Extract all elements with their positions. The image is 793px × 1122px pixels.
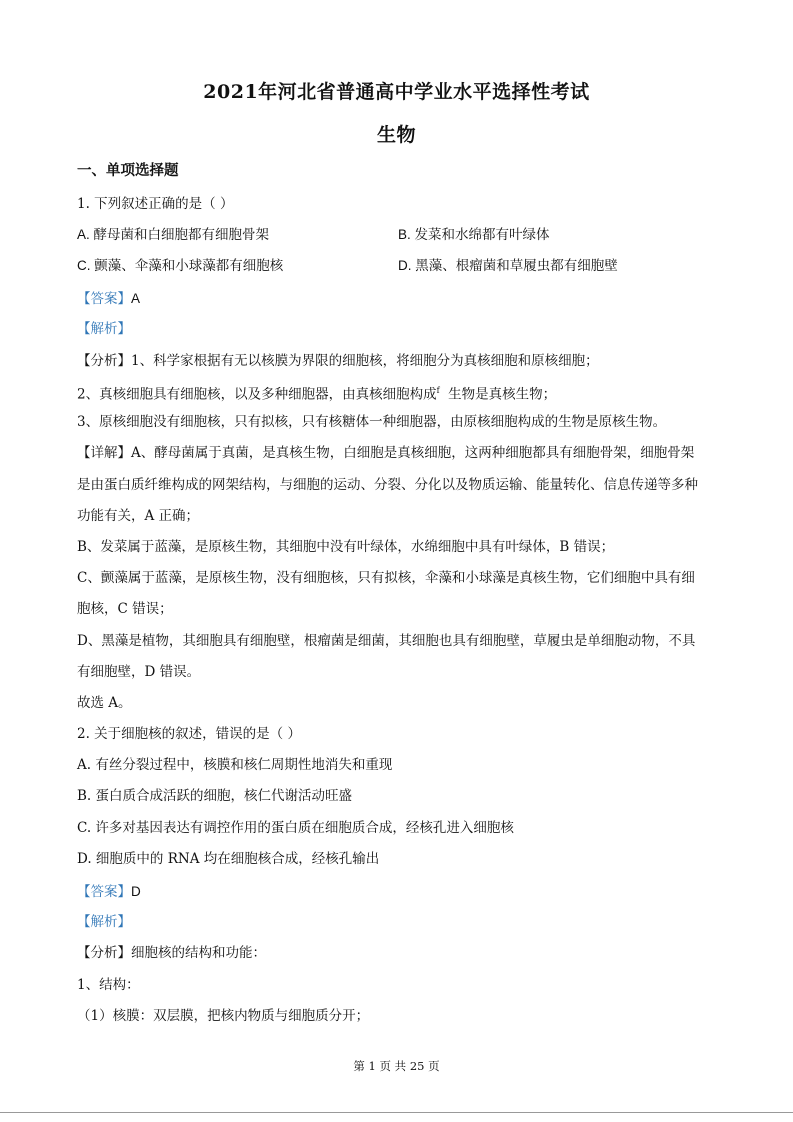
question-1-conclusion: 故选 A。: [77, 695, 132, 711]
detail-tag: 【详解】: [77, 445, 131, 461]
fenxi-tag: 【分析】: [77, 945, 131, 961]
fenxi-tag: 【分析】: [77, 353, 131, 369]
answer-tag: 【答案】: [77, 884, 131, 900]
question-1-detail-a-1: [77, 444, 722, 462]
answer-tag: 【答案】: [77, 291, 131, 307]
question-2-fenxi: [77, 944, 722, 962]
question-1-answer: [77, 290, 722, 308]
question-2-option-a: A. 有丝分裂过程中，核膜和核仁周期性地消失和重现: [77, 757, 393, 773]
question-1-fenxi-3: 3、原核细胞没有细胞核，只有拟核，只有核糖体一种细胞器，由原核细胞构成的生物是原核生物。: [77, 414, 667, 430]
section-heading: 一、单项选择题: [77, 162, 179, 179]
question-2-analysis-tag: 【解析】: [77, 914, 131, 930]
question-1-option-b: B. 发菜和水绵都有叶绿体: [398, 227, 550, 242]
answer-value: A: [131, 291, 141, 306]
question-2-structure: 1、结构：: [77, 977, 140, 993]
question-2-option-d: D. 细胞质中的 RNA 均在细胞核合成，经核孔输出: [77, 851, 380, 867]
fenxi-text: 细胞核的结构和功能：: [131, 945, 266, 961]
question-1-detail-d-2: 有细胞壁，D 错误。: [77, 664, 201, 680]
bottom-divider: [0, 1112, 793, 1113]
question-1-detail-c-2: 胞核，C 错误；: [77, 601, 173, 617]
question-1-option-d: D. 黑藻、根瘤菌和草履虫都有细胞壁: [398, 258, 618, 273]
document-subtitle: 生物: [376, 124, 416, 146]
fenxi-2-rest: 生物是真核生物；: [448, 386, 557, 403]
question-1-analysis-tag: 【解析】: [77, 321, 131, 337]
question-1-fenxi-1: [77, 352, 722, 370]
question-1-option-c: C. 颤藻、伞藻和小球藻都有细胞核: [77, 258, 284, 273]
document-title: 2021年河北省普通高中学业水平选择性考试: [203, 81, 590, 103]
question-2-stem: 2. 关于细胞核的叙述，错误的是（ ）: [77, 726, 301, 742]
question-1-detail-c-1: C、颤藻属于蓝藻，是原核生物，没有细胞核，只有拟核，伞藻和小球藻是真核生物，它们细胞中具有细: [77, 570, 695, 586]
question-2-answer: [77, 883, 722, 901]
question-2-option-b: B. 蛋白质合成活跃的细胞，核仁代谢活动旺盛: [77, 788, 353, 804]
fenxi-2-sup: f: [436, 386, 440, 395]
question-1-fenxi-2: [77, 382, 722, 404]
question-1-detail-d-1: D、黑藻是植物，其细胞具有细胞壁，根瘤菌是细菌，其细胞也具有细胞壁，草履虫是单细胞动物，不具: [77, 633, 696, 649]
question-1-detail-b: B、发菜属于蓝藻，是原核生物，其细胞中没有叶绿体，水绵细胞中具有叶绿体，B 错误；: [77, 539, 615, 555]
fenxi-2-text: 2、真核细胞具有细胞核，以及多种细胞器，由真核细胞构成: [77, 386, 437, 403]
question-1-detail-a-3: 功能有关，A 正确；: [77, 508, 200, 524]
question-1-stem: 1. 下列叙述正确的是（ ）: [77, 196, 234, 212]
question-1-option-a: A. 酵母菌和白细胞都有细胞骨架: [77, 227, 270, 242]
answer-value: D: [131, 884, 141, 899]
fenxi-text: 1、科学家根据有无以核膜为界限的细胞核，将细胞分为真核细胞和原核细胞；: [131, 353, 599, 369]
detail-a-1-text: A、酵母菌属于真菌，是真核生物，白细胞是真核细胞，这两种细胞都具有细胞骨架，细胞骨架: [131, 445, 695, 461]
question-2-structure-1: （1）核膜：双层膜，把核内物质与细胞质分开；: [77, 1008, 370, 1024]
question-1-detail-a-2: 是由蛋白质纤维构成的网架结构，与细胞的运动、分裂、分化以及物质运输、能量转化、信息传递等多种: [77, 477, 698, 493]
question-2-option-c: C. 许多对基因表达有调控作用的蛋白质在细胞质合成，经核孔进入细胞核: [77, 820, 514, 836]
page-footer: 第 1 页 共 25 页: [353, 1059, 440, 1073]
